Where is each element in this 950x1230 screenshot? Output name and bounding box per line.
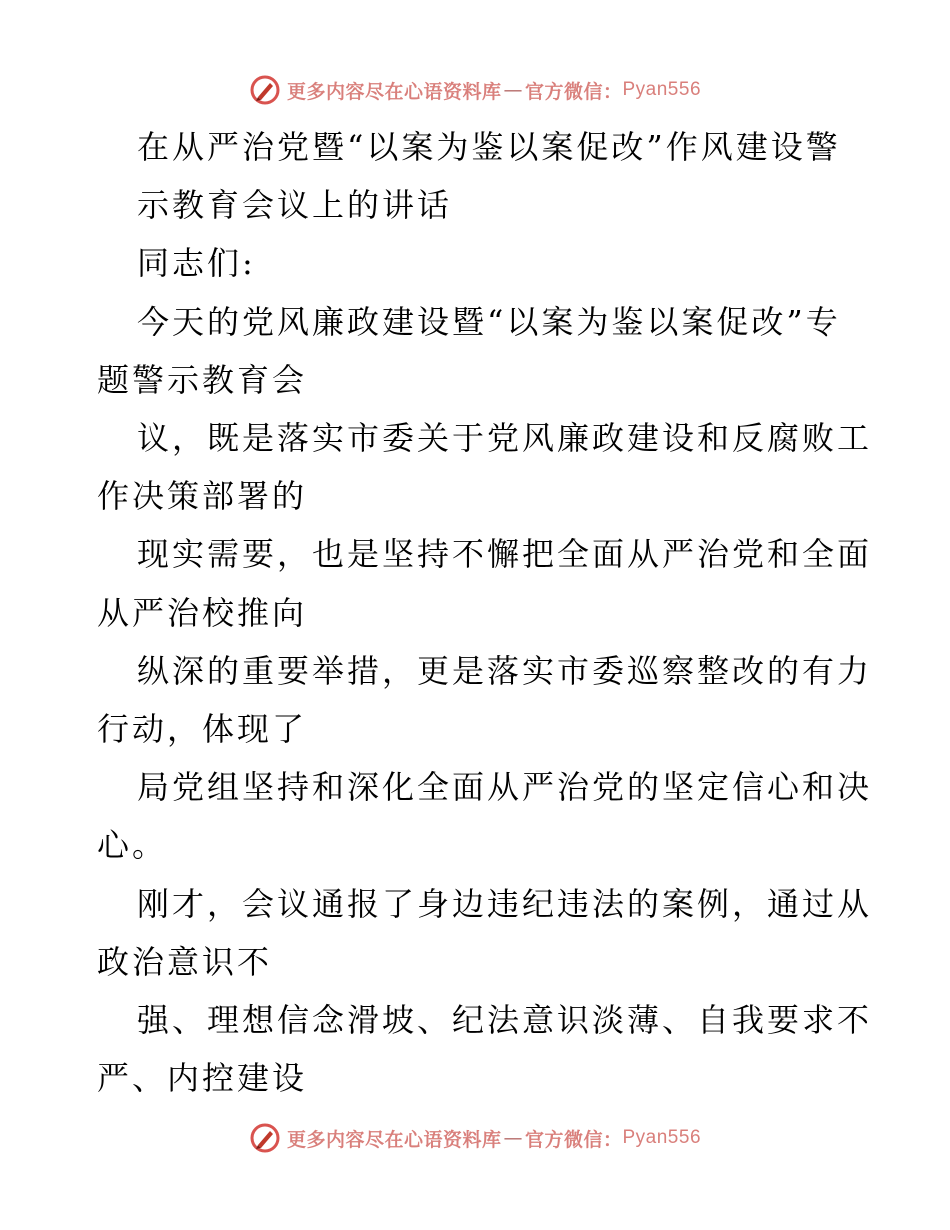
title-line-1: 在从严治党暨“以案为鉴以案促改”作风建设警 <box>137 128 841 166</box>
banner-wechat-id: Pyan556 <box>622 1127 702 1148</box>
paragraph-line: 今天的党风廉政建设暨“以案为鉴以案促改”专 <box>137 303 841 341</box>
paragraph-line: 议，既是落实市委关于党风廉政建设和反腐败工 <box>137 419 873 457</box>
paragraph-line: 从严治校推向 <box>97 594 308 632</box>
banner-brand-text: 更多内容尽在心语资料库 <box>286 1128 502 1151</box>
banner-wechat-label: 官方微信： <box>524 1128 623 1151</box>
paragraph-line: 现实需要，也是坚持不懈把全面从严治党和全面 <box>137 535 873 573</box>
paragraph-line: 题警示教育会 <box>97 361 308 399</box>
banner-dash: — <box>503 79 523 101</box>
title-line-2: 示教育会议上的讲话 <box>137 186 453 224</box>
banner-dash: — <box>503 1127 523 1149</box>
pen-logo-icon <box>249 1122 281 1154</box>
banner-wechat-id: Pyan556 <box>622 79 702 100</box>
salutation: 同志们: <box>137 244 256 282</box>
footer-banner <box>0 1118 950 1158</box>
paragraph-line: 政治意识不 <box>97 943 273 981</box>
paragraph-line: 强、理想信念滑坡、纪法意识淡薄、自我要求不 <box>137 1001 873 1039</box>
banner-brand-text: 更多内容尽在心语资料库 <box>286 80 502 103</box>
paragraph-line: 严、内控建设 <box>97 1059 308 1097</box>
paragraph-line: 作决策部署的 <box>97 477 308 515</box>
paragraph-line: 纵深的重要举措，更是落实市委巡察整改的有力 <box>137 652 873 690</box>
paragraph-line: 刚才，会议通报了身边违纪违法的案例，通过从 <box>137 885 873 923</box>
banner-wechat-label: 官方微信： <box>524 80 623 103</box>
paragraph-line: 心。 <box>97 826 168 864</box>
paragraph-line: 行动，体现了 <box>97 710 308 748</box>
paragraph-line: 局党组坚持和深化全面从严治党的坚定信心和决 <box>137 768 873 806</box>
